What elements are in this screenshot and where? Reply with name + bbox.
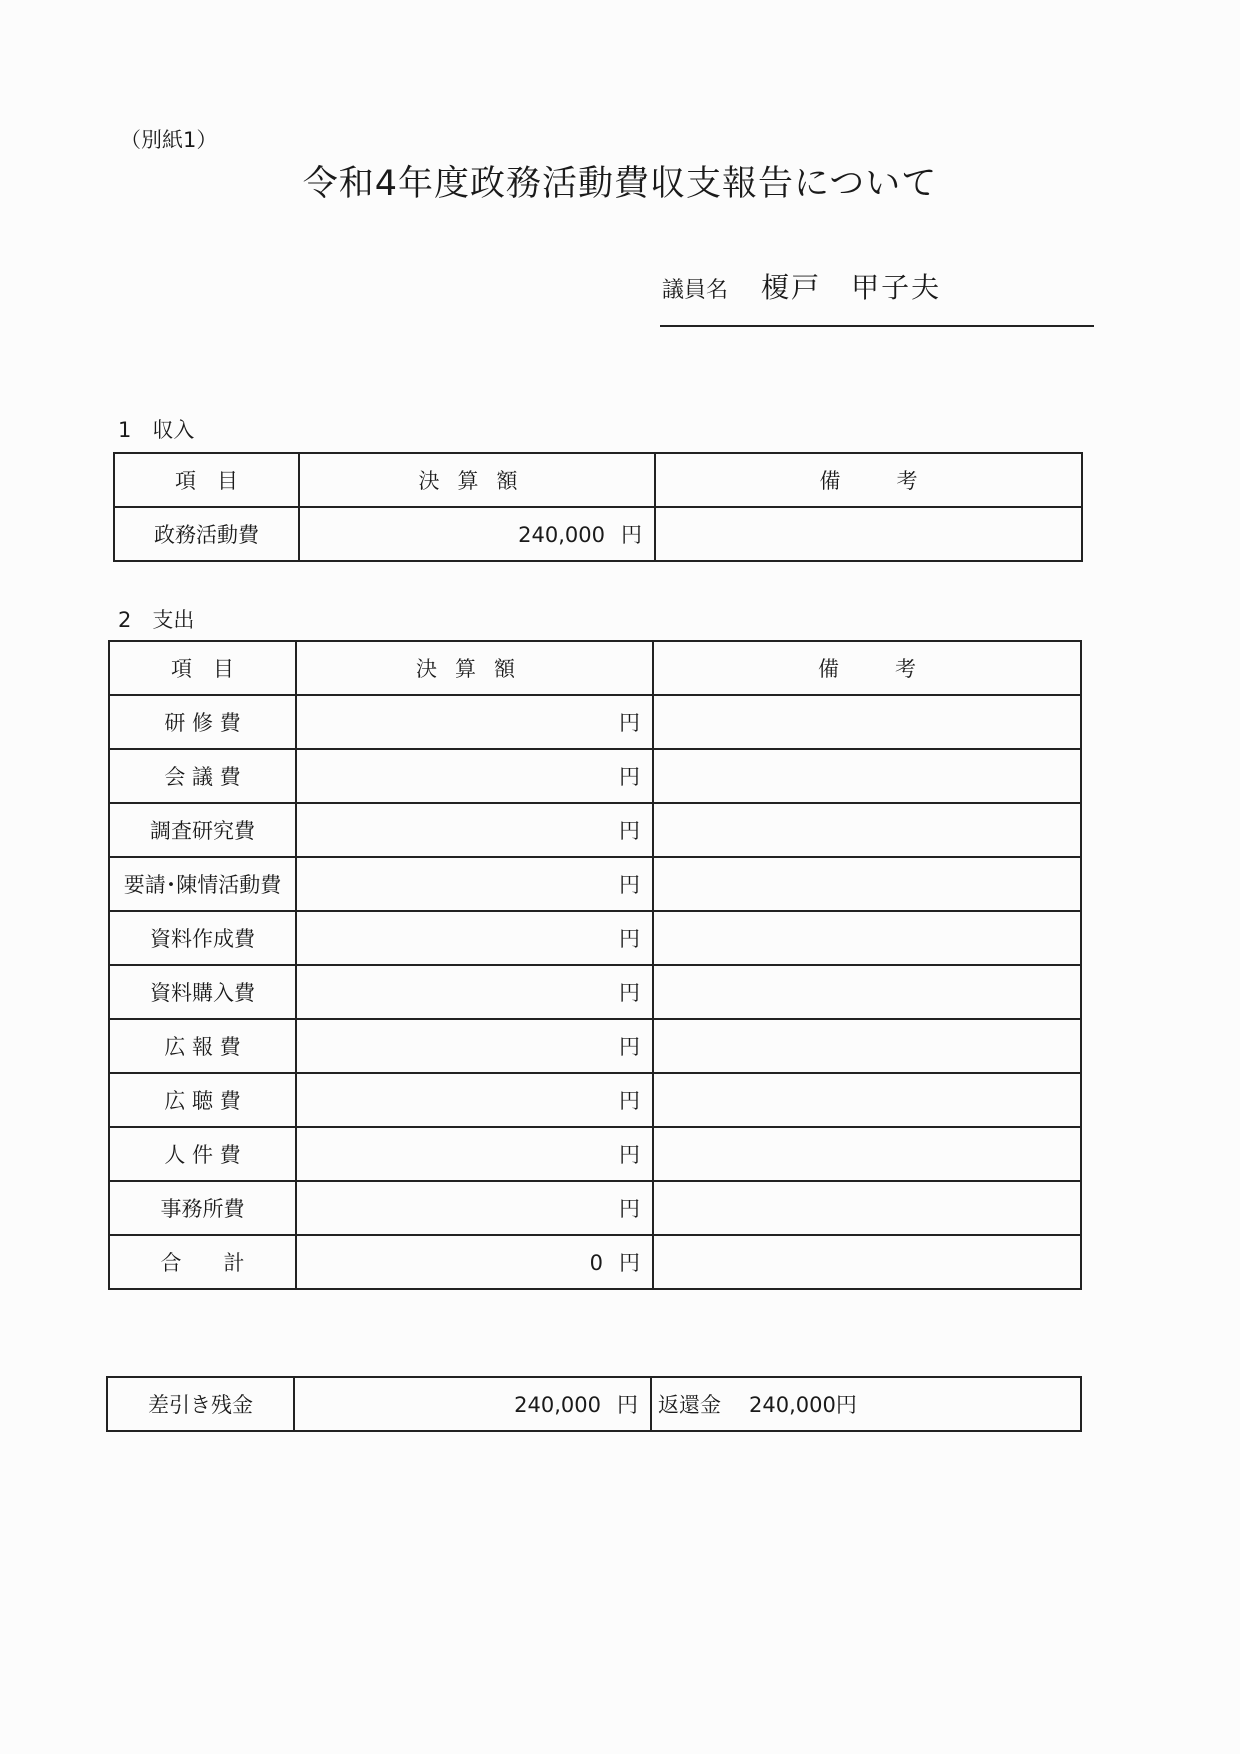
row-note [653, 803, 1081, 857]
row-item: 広 聴 費 [109, 1073, 296, 1127]
table-row [109, 749, 1081, 803]
member-label: 議員名 [662, 278, 729, 303]
table-row [109, 803, 1081, 857]
row-item: 広 報 費 [109, 1019, 296, 1073]
row-item: 調査研究費 [109, 803, 296, 857]
header-amount: 決算額 [296, 641, 653, 695]
refund-cell [651, 1377, 1081, 1431]
table-row [109, 911, 1081, 965]
row-item: 事務所費 [109, 1181, 296, 1235]
document-title: 令和4年度政務活動費収支報告について [302, 164, 938, 204]
total-label: 合 計 [109, 1235, 296, 1289]
row-note [653, 857, 1081, 911]
row-note [653, 1073, 1081, 1127]
row-amount: 円 [296, 695, 653, 749]
row-amount: 円 [296, 1019, 653, 1073]
row-amount: 円 [296, 1127, 653, 1181]
row-item: 要請･陳情活動費 [109, 857, 296, 911]
row-amount: 円 [296, 803, 653, 857]
row-note [653, 695, 1081, 749]
table-row [109, 1181, 1081, 1235]
refund-amount: 240,000円 [749, 1393, 857, 1417]
row-note [653, 1019, 1081, 1073]
row-amount: 円 [296, 1073, 653, 1127]
balance-label: 差引き残金 [107, 1377, 294, 1431]
header-amount: 決算額 [299, 453, 655, 507]
row-note [653, 1235, 1081, 1289]
row-note [653, 1127, 1081, 1181]
expense-section-heading: 2 支出 [118, 608, 195, 632]
row-note [655, 507, 1082, 561]
member-name-block [662, 266, 941, 306]
row-item: 資料購入費 [109, 965, 296, 1019]
table-row [109, 1127, 1081, 1181]
attachment-label: （別紙1） [120, 128, 218, 152]
row-note [653, 911, 1081, 965]
row-amount: 円 [296, 911, 653, 965]
total-amount: 0 円 [296, 1235, 653, 1289]
member-underline [660, 325, 1094, 327]
row-amount: 円 [296, 1181, 653, 1235]
table-row [109, 1073, 1081, 1127]
row-item: 政務活動費 [114, 507, 299, 561]
row-amount: 円 [296, 857, 653, 911]
row-item: 研 修 費 [109, 695, 296, 749]
balance-row [107, 1377, 1081, 1431]
income-table [113, 452, 1083, 562]
total-row [109, 1235, 1081, 1289]
table-row [109, 695, 1081, 749]
member-name: 榎戸 甲子夫 [761, 271, 942, 304]
row-note [653, 965, 1081, 1019]
income-header-row [114, 453, 1082, 507]
table-row [114, 507, 1082, 561]
row-note [653, 1181, 1081, 1235]
row-amount: 円 [296, 749, 653, 803]
refund-label: 返還金 [658, 1393, 721, 1417]
header-item: 項 目 [114, 453, 299, 507]
row-note [653, 749, 1081, 803]
row-amount: 240,000 円 [299, 507, 655, 561]
row-amount: 円 [296, 965, 653, 1019]
income-section-heading: 1 収入 [118, 418, 195, 442]
balance-amount: 240,000 円 [294, 1377, 651, 1431]
expense-header-row [109, 641, 1081, 695]
table-row [109, 965, 1081, 1019]
table-row [109, 1019, 1081, 1073]
header-note: 備 考 [655, 453, 1082, 507]
header-note: 備 考 [653, 641, 1081, 695]
header-item: 項 目 [109, 641, 296, 695]
row-item: 資料作成費 [109, 911, 296, 965]
balance-table [106, 1376, 1082, 1432]
table-row [109, 857, 1081, 911]
expense-table [108, 640, 1082, 1290]
row-item: 人 件 費 [109, 1127, 296, 1181]
row-item: 会 議 費 [109, 749, 296, 803]
